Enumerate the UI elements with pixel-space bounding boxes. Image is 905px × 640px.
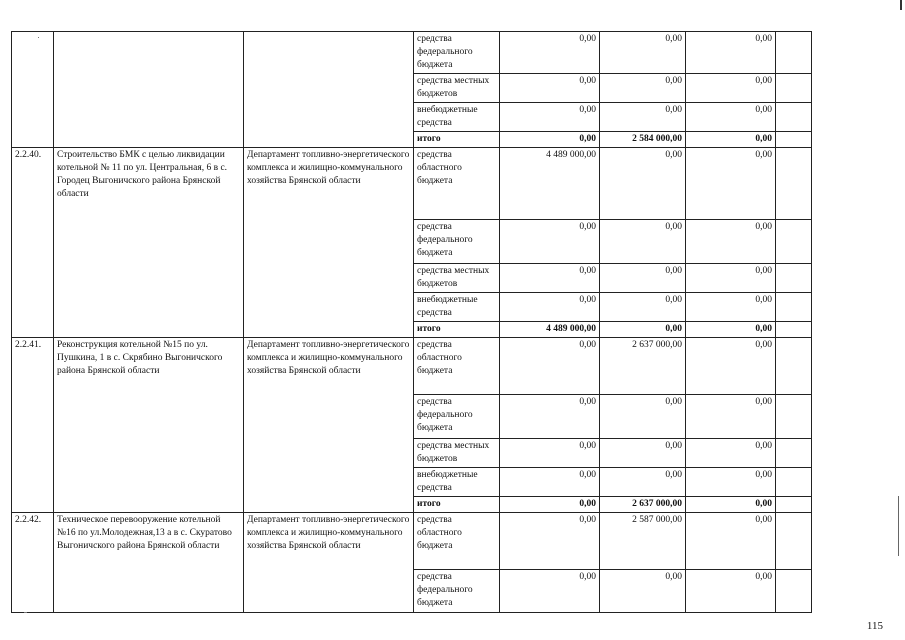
funding-source-cell: средства местных бюджетов <box>414 439 500 468</box>
value-cell: 0,00 <box>686 513 776 570</box>
value-cell: 0,00 <box>600 439 686 468</box>
value-cell: 4 489 000,00 <box>500 148 600 220</box>
value-cell: 2 587 000,00 <box>600 513 686 570</box>
funding-source-cell: средства федерального бюджета <box>414 220 500 264</box>
total-value-cell: 0,00 <box>600 322 686 338</box>
value-cell: 0,00 <box>500 338 600 395</box>
funding-source-cell: средства федерального бюджета <box>414 395 500 439</box>
funding-source-cell: средства областного бюджета <box>414 338 500 395</box>
item-executor-cell <box>244 32 414 148</box>
funding-source-cell: средства областного бюджета <box>414 148 500 220</box>
value-cell: 0,00 <box>600 148 686 220</box>
value-cell: 0,00 <box>600 468 686 497</box>
empty-cell <box>776 264 812 293</box>
value-cell: 0,00 <box>600 264 686 293</box>
funding-source-cell: внебюджетные средства <box>414 293 500 322</box>
empty-cell <box>776 293 812 322</box>
value-cell: 0,00 <box>686 439 776 468</box>
scan-artifact-line <box>898 496 899 556</box>
item-number-cell: 2.2.42. <box>12 513 54 613</box>
item-name-cell: Строительство БМК с целью ликвидации котельной № 11 по ул. Центральная, 6 в с. Городец Выгоничского района Брянской области <box>54 148 244 338</box>
total-value-cell: 0,00 <box>686 322 776 338</box>
empty-cell <box>776 74 812 103</box>
total-label-cell: итого <box>414 497 500 513</box>
value-cell: 0,00 <box>686 264 776 293</box>
value-cell: 0,00 <box>500 103 600 132</box>
empty-cell <box>776 32 812 74</box>
item-number-cell: 2.2.41. <box>12 338 54 513</box>
item-name-cell: Техническое перевооружение котельной №16 по ул.Молодежная,13 а в с. Скуратово Выгоничского района Брянской области <box>54 513 244 613</box>
value-cell: 0,00 <box>686 220 776 264</box>
empty-cell <box>776 439 812 468</box>
scan-speck <box>24 612 27 613</box>
value-cell: 0,00 <box>500 220 600 264</box>
table-row <box>12 338 812 395</box>
empty-cell <box>776 468 812 497</box>
value-cell: 0,00 <box>686 338 776 395</box>
item-executor-cell: Департамент топливно-энергетического комплекса и жилищно-коммунального хозяйства Брянской области <box>244 513 414 613</box>
empty-cell <box>776 497 812 513</box>
item-executor-cell: Департамент топливно-энергетического комплекса и жилищно-коммунального хозяйства Брянской области <box>244 148 414 338</box>
item-executor-cell: Департамент топливно-энергетического комплекса и жилищно-коммунального хозяйства Брянской области <box>244 338 414 513</box>
total-value-cell: 2 584 000,00 <box>600 132 686 148</box>
value-cell: 0,00 <box>600 395 686 439</box>
empty-cell <box>776 132 812 148</box>
value-cell: 0,00 <box>500 468 600 497</box>
table-row <box>12 513 812 570</box>
empty-cell <box>776 395 812 439</box>
funding-source-cell: средства областного бюджета <box>414 513 500 570</box>
funding-source-cell: внебюджетные средства <box>414 468 500 497</box>
value-cell: 0,00 <box>600 103 686 132</box>
value-cell: 0,00 <box>500 439 600 468</box>
total-value-cell: 2 637 000,00 <box>600 497 686 513</box>
total-label-cell: итого <box>414 322 500 338</box>
value-cell: 0,00 <box>600 293 686 322</box>
value-cell: 0,00 <box>686 148 776 220</box>
page-number: 115 <box>866 620 883 632</box>
funding-source-cell: внебюджетные средства <box>414 103 500 132</box>
value-cell: 0,00 <box>500 570 600 613</box>
value-cell: 0,00 <box>500 74 600 103</box>
value-cell: 0,00 <box>600 32 686 74</box>
value-cell: 0,00 <box>500 513 600 570</box>
empty-cell <box>776 220 812 264</box>
empty-cell <box>776 338 812 395</box>
empty-cell <box>776 103 812 132</box>
empty-cell <box>776 570 812 613</box>
value-cell: 0,00 <box>500 293 600 322</box>
value-cell: 0,00 <box>600 220 686 264</box>
item-name-cell <box>54 32 244 148</box>
value-cell: 0,00 <box>686 74 776 103</box>
empty-cell <box>776 322 812 338</box>
table-row <box>12 148 812 220</box>
funding-source-cell: средства федерального бюджета <box>414 570 500 613</box>
funding-source-cell: средства федерального бюджета <box>414 32 500 74</box>
item-number-cell: 2.2.40. <box>12 148 54 338</box>
value-cell: 0,00 <box>686 293 776 322</box>
value-cell: 0,00 <box>600 570 686 613</box>
empty-cell <box>776 513 812 570</box>
value-cell: 0,00 <box>686 570 776 613</box>
funding-source-cell: средства местных бюджетов <box>414 74 500 103</box>
value-cell: 0,00 <box>500 395 600 439</box>
empty-cell <box>776 148 812 220</box>
value-cell: 2 637 000,00 <box>600 338 686 395</box>
value-cell: 0,00 <box>686 395 776 439</box>
scan-speck <box>38 37 39 38</box>
item-number-cell <box>12 32 54 148</box>
total-value-cell: 0,00 <box>500 132 600 148</box>
value-cell: 0,00 <box>500 264 600 293</box>
value-cell: 0,00 <box>686 468 776 497</box>
budget-table <box>11 31 812 613</box>
value-cell: 0,00 <box>686 32 776 74</box>
total-value-cell: 0,00 <box>686 132 776 148</box>
item-name-cell: Реконструкция котельной №15 по ул. Пушкина, 1 в с. Скрябино Выгоничского района Брянской области <box>54 338 244 513</box>
value-cell: 0,00 <box>600 74 686 103</box>
funding-source-cell: средства местных бюджетов <box>414 264 500 293</box>
total-label-cell: итого <box>414 132 500 148</box>
total-value-cell: 4 489 000,00 <box>500 322 600 338</box>
scan-edge-mark <box>900 0 902 10</box>
total-value-cell: 0,00 <box>500 497 600 513</box>
table-row <box>12 32 812 74</box>
value-cell: 0,00 <box>500 32 600 74</box>
total-value-cell: 0,00 <box>686 497 776 513</box>
value-cell: 0,00 <box>686 103 776 132</box>
